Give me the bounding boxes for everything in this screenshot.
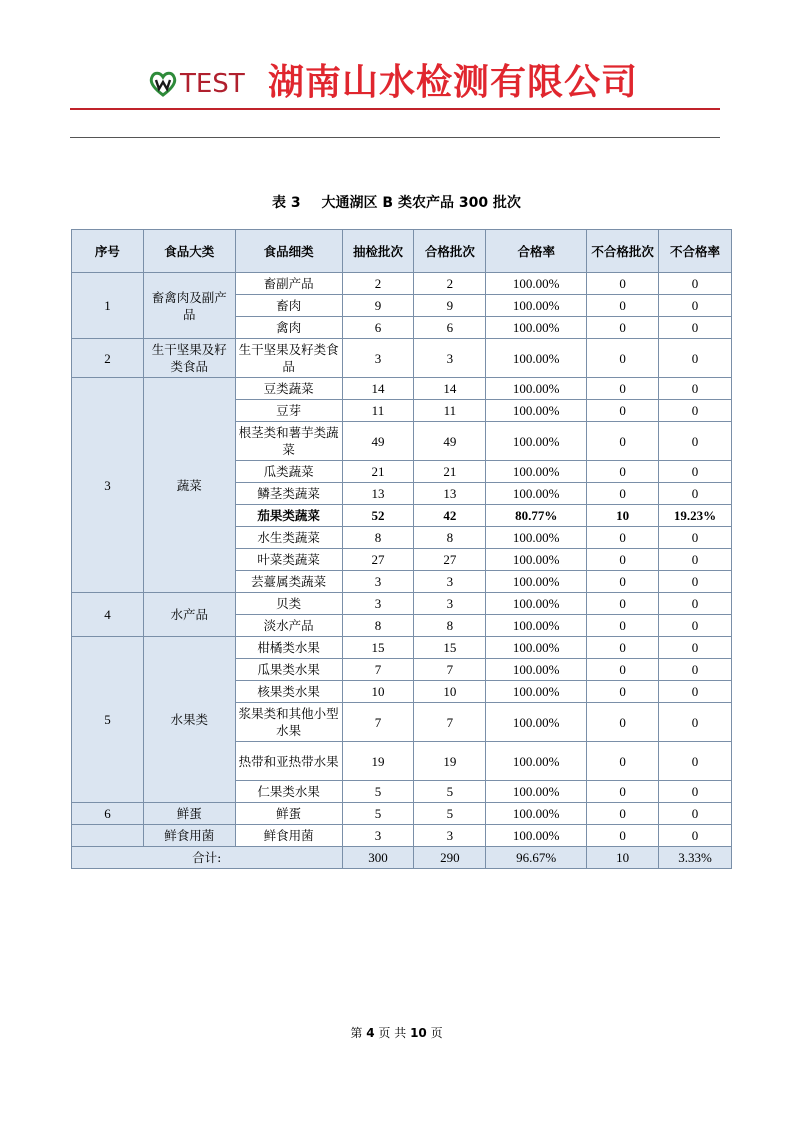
pass-rate: 80.77% <box>486 505 587 527</box>
failed-count: 10 <box>587 505 659 527</box>
col-header: 抽检批次 <box>342 230 414 273</box>
food-subcategory: 热带和亚热带水果 <box>235 742 342 781</box>
failed-count: 0 <box>587 295 659 317</box>
pass-rate: 100.00% <box>486 317 587 339</box>
sampled-count: 21 <box>342 461 414 483</box>
fail-rate: 0 <box>659 825 732 847</box>
pass-rate: 100.00% <box>486 615 587 637</box>
food-subcategory: 禽肉 <box>235 317 342 339</box>
group-number: 4 <box>72 593 144 637</box>
fail-rate: 0 <box>659 549 732 571</box>
pass-rate: 100.00% <box>486 549 587 571</box>
logo-text: TEST <box>180 69 245 99</box>
food-subcategory: 豆芽 <box>235 400 342 422</box>
failed-count: 0 <box>587 422 659 461</box>
failed-count: 0 <box>587 339 659 378</box>
inspection-table <box>71 229 732 869</box>
failed-count: 0 <box>587 742 659 781</box>
food-subcategory: 鲜食用菌 <box>235 825 342 847</box>
header-divider <box>70 108 720 110</box>
passed-count: 49 <box>414 422 486 461</box>
page-footer <box>0 1024 793 1041</box>
fail-rate: 0 <box>659 742 732 781</box>
food-subcategory: 核果类水果 <box>235 681 342 703</box>
fail-rate: 0 <box>659 527 732 549</box>
food-subcategory: 鲜蛋 <box>235 803 342 825</box>
food-subcategory: 仁果类水果 <box>235 781 342 803</box>
total-passed: 290 <box>414 847 486 869</box>
pass-rate: 100.00% <box>486 703 587 742</box>
failed-count: 0 <box>587 527 659 549</box>
total-pages: 10 <box>410 1026 427 1040</box>
fail-rate: 0 <box>659 615 732 637</box>
sampled-count: 13 <box>342 483 414 505</box>
col-header: 食品细类 <box>235 230 342 273</box>
food-category: 生干坚果及籽类食品 <box>143 339 235 378</box>
table-row <box>72 825 732 847</box>
passed-count: 3 <box>414 571 486 593</box>
sampled-count: 7 <box>342 703 414 742</box>
passed-count: 14 <box>414 378 486 400</box>
food-category: 畜禽肉及副产品 <box>143 273 235 339</box>
sampled-count: 11 <box>342 400 414 422</box>
failed-count: 0 <box>587 781 659 803</box>
passed-count: 6 <box>414 317 486 339</box>
failed-count: 0 <box>587 637 659 659</box>
table-header-row <box>72 230 732 273</box>
sampled-count: 5 <box>342 803 414 825</box>
failed-count: 0 <box>587 483 659 505</box>
failed-count: 0 <box>587 615 659 637</box>
food-subcategory: 芸薹属类蔬菜 <box>235 571 342 593</box>
table-row <box>72 593 732 615</box>
sampled-count: 3 <box>342 825 414 847</box>
food-subcategory: 畜副产品 <box>235 273 342 295</box>
passed-count: 7 <box>414 659 486 681</box>
col-header: 合格率 <box>486 230 587 273</box>
pass-rate: 100.00% <box>486 803 587 825</box>
table-caption <box>0 192 793 212</box>
food-subcategory: 柑橘类水果 <box>235 637 342 659</box>
col-header: 序号 <box>72 230 144 273</box>
food-subcategory: 浆果类和其他小型水果 <box>235 703 342 742</box>
total-label: 合计: <box>72 847 343 869</box>
passed-count: 27 <box>414 549 486 571</box>
pass-rate: 100.00% <box>486 742 587 781</box>
fail-rate: 0 <box>659 339 732 378</box>
sampled-count: 7 <box>342 659 414 681</box>
food-subcategory: 贝类 <box>235 593 342 615</box>
sampled-count: 3 <box>342 339 414 378</box>
sampled-count: 49 <box>342 422 414 461</box>
total-row <box>72 847 732 869</box>
fail-rate: 0 <box>659 483 732 505</box>
pass-rate: 100.00% <box>486 295 587 317</box>
table-row <box>72 339 732 378</box>
passed-count: 10 <box>414 681 486 703</box>
fail-rate: 0 <box>659 400 732 422</box>
fail-rate: 0 <box>659 593 732 615</box>
sampled-count: 6 <box>342 317 414 339</box>
passed-count: 19 <box>414 742 486 781</box>
sampled-count: 2 <box>342 273 414 295</box>
failed-count: 0 <box>587 825 659 847</box>
passed-count: 5 <box>414 781 486 803</box>
food-subcategory: 鳞茎类蔬菜 <box>235 483 342 505</box>
total-sampled: 300 <box>342 847 414 869</box>
group-number: 5 <box>72 637 144 803</box>
passed-count: 7 <box>414 703 486 742</box>
sampled-count: 14 <box>342 378 414 400</box>
failed-count: 0 <box>587 317 659 339</box>
sampled-count: 3 <box>342 571 414 593</box>
group-number: 2 <box>72 339 144 378</box>
food-subcategory: 水生类蔬菜 <box>235 527 342 549</box>
fail-rate: 0 <box>659 422 732 461</box>
passed-count: 2 <box>414 273 486 295</box>
fail-rate: 0 <box>659 571 732 593</box>
sampled-count: 52 <box>342 505 414 527</box>
heart-logo-icon <box>148 69 178 99</box>
sampled-count: 8 <box>342 615 414 637</box>
passed-count: 21 <box>414 461 486 483</box>
failed-count: 0 <box>587 659 659 681</box>
table-row <box>72 637 732 659</box>
fail-rate: 0 <box>659 637 732 659</box>
sampled-count: 5 <box>342 781 414 803</box>
food-subcategory: 瓜果类水果 <box>235 659 342 681</box>
passed-count: 3 <box>414 825 486 847</box>
passed-count: 15 <box>414 637 486 659</box>
table-row <box>72 378 732 400</box>
page-header <box>0 58 793 108</box>
fail-rate: 0 <box>659 781 732 803</box>
passed-count: 8 <box>414 527 486 549</box>
failed-count: 0 <box>587 400 659 422</box>
table-label: 表 3 <box>272 195 301 211</box>
pass-rate: 100.00% <box>486 571 587 593</box>
food-category: 鲜食用菌 <box>143 825 235 847</box>
fail-rate: 0 <box>659 295 732 317</box>
header-rule <box>70 137 720 138</box>
total-fail-rate: 3.33% <box>659 847 732 869</box>
passed-count: 11 <box>414 400 486 422</box>
passed-count: 3 <box>414 339 486 378</box>
sampled-count: 15 <box>342 637 414 659</box>
col-header: 食品大类 <box>143 230 235 273</box>
table-body <box>72 273 732 869</box>
passed-count: 5 <box>414 803 486 825</box>
page-number: 4 <box>366 1026 375 1040</box>
sampled-count: 9 <box>342 295 414 317</box>
passed-count: 3 <box>414 593 486 615</box>
col-header: 合格批次 <box>414 230 486 273</box>
pass-rate: 100.00% <box>486 681 587 703</box>
company-logo <box>148 66 245 102</box>
food-subcategory: 茄果类蔬菜 <box>235 505 342 527</box>
food-category: 水果类 <box>143 637 235 803</box>
fail-rate: 0 <box>659 703 732 742</box>
fail-rate: 0 <box>659 659 732 681</box>
failed-count: 0 <box>587 593 659 615</box>
failed-count: 0 <box>587 703 659 742</box>
food-subcategory: 瓜类蔬菜 <box>235 461 342 483</box>
group-number: 3 <box>72 378 144 593</box>
col-header: 不合格批次 <box>587 230 659 273</box>
food-subcategory: 淡水产品 <box>235 615 342 637</box>
failed-count: 0 <box>587 461 659 483</box>
pass-rate: 100.00% <box>486 659 587 681</box>
group-number: 6 <box>72 803 144 825</box>
sampled-count: 10 <box>342 681 414 703</box>
pass-rate: 100.00% <box>486 825 587 847</box>
pass-rate: 100.00% <box>486 422 587 461</box>
passed-count: 8 <box>414 615 486 637</box>
failed-count: 0 <box>587 571 659 593</box>
food-category: 水产品 <box>143 593 235 637</box>
food-subcategory: 根茎类和薯芋类蔬菜 <box>235 422 342 461</box>
table-row <box>72 273 732 295</box>
failed-count: 0 <box>587 681 659 703</box>
total-pass-rate: 96.67% <box>486 847 587 869</box>
sampled-count: 8 <box>342 527 414 549</box>
passed-count: 13 <box>414 483 486 505</box>
pass-rate: 100.00% <box>486 781 587 803</box>
food-subcategory: 豆类蔬菜 <box>235 378 342 400</box>
food-subcategory: 畜肉 <box>235 295 342 317</box>
food-subcategory: 叶菜类蔬菜 <box>235 549 342 571</box>
sampled-count: 3 <box>342 593 414 615</box>
fail-rate: 0 <box>659 378 732 400</box>
company-name: 湖南山水检测有限公司 <box>268 62 639 103</box>
food-category: 蔬菜 <box>143 378 235 593</box>
pass-rate: 100.00% <box>486 527 587 549</box>
sampled-count: 19 <box>342 742 414 781</box>
fail-rate: 0 <box>659 461 732 483</box>
footer-suffix: 页 <box>430 1026 443 1040</box>
pass-rate: 100.00% <box>486 378 587 400</box>
food-category: 鲜蛋 <box>143 803 235 825</box>
failed-count: 0 <box>587 549 659 571</box>
passed-count: 9 <box>414 295 486 317</box>
pass-rate: 100.00% <box>486 461 587 483</box>
sampled-count: 27 <box>342 549 414 571</box>
pass-rate: 100.00% <box>486 593 587 615</box>
pass-rate: 100.00% <box>486 483 587 505</box>
failed-count: 0 <box>587 803 659 825</box>
footer-mid: 页 共 <box>378 1026 407 1040</box>
fail-rate: 0 <box>659 273 732 295</box>
table-title: 大通湖区 B 类农产品 300 批次 <box>321 195 521 211</box>
pass-rate: 100.00% <box>486 400 587 422</box>
fail-rate: 0 <box>659 803 732 825</box>
failed-count: 0 <box>587 378 659 400</box>
food-subcategory: 生干坚果及籽类食品 <box>235 339 342 378</box>
group-number <box>72 825 144 847</box>
failed-count: 0 <box>587 273 659 295</box>
fail-rate: 19.23% <box>659 505 732 527</box>
footer-prefix: 第 <box>350 1026 363 1040</box>
fail-rate: 0 <box>659 681 732 703</box>
group-number: 1 <box>72 273 144 339</box>
pass-rate: 100.00% <box>486 637 587 659</box>
table-row <box>72 803 732 825</box>
passed-count: 42 <box>414 505 486 527</box>
total-failed: 10 <box>587 847 659 869</box>
pass-rate: 100.00% <box>486 339 587 378</box>
col-header: 不合格率 <box>659 230 732 273</box>
pass-rate: 100.00% <box>486 273 587 295</box>
fail-rate: 0 <box>659 317 732 339</box>
